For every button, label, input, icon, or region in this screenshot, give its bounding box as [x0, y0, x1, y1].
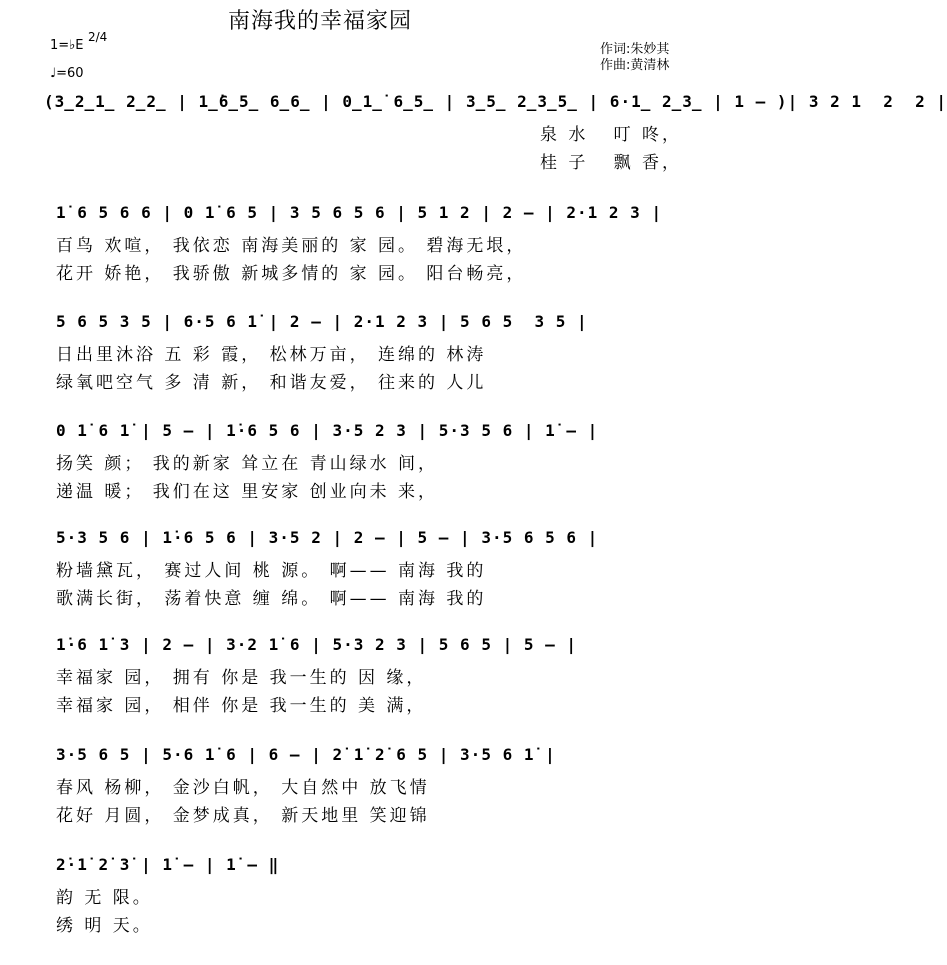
lyricist-credit: 作词:朱妙其 [600, 42, 670, 57]
lyric-verse-2: 花好 月圆， 金梦成真， 新天地里 笑迎锦 [56, 806, 430, 826]
song-title: 南海我的幸福家园 [228, 9, 413, 34]
melody-notation: 2̇·1̇ 2̇ 3̇ | 1̇ – | 1̇ – ‖ [56, 855, 280, 874]
melody-notation: 1̇·6 1̇ 3 | 2 – | 3·2 1̇ 6 | 5·3 2 3 | 5 6 5 | 5 – | [56, 635, 578, 654]
lyric-verse-1: 扬笑 颜； 我的新家 耸立在 青山绿水 间， [56, 454, 439, 474]
score-line [0, 635, 738, 745]
lyric-verse-2: 绿氧吧空气 多 清 新， 和谐友爱， 往来的 人儿 [56, 373, 487, 393]
melody-notation: 1̇ 6 5 6 6 | 0 1̇ 6 5 | 3 5 6 5 6 | 5 1 2 | 2 – | 2·1 2 3 | [56, 203, 663, 222]
lyric-verse-2: 花开 娇艳， 我骄傲 新城多情的 家 园。 阳台畅亮， [56, 264, 527, 284]
score-line [0, 92, 947, 202]
time-signature: 2/4 [88, 30, 108, 44]
lyric-verse-1: 韵 无 限。 [56, 888, 153, 908]
lyric-verse-2: 幸福家 园， 相伴 你是 我一生的 美 满， [56, 696, 427, 716]
melody-notation: 5·3 5 6 | 1̇·6 5 6 | 3·5 2 | 2 – | 5 – | 3·5 6 5 6 | [56, 528, 599, 547]
score-line [0, 203, 738, 313]
lyric-verse-1: 春风 杨柳， 金沙白帆， 大自然中 放飞情 [56, 778, 430, 798]
melody-notation: 0 1̇ 6 1̇ | 5 – | 1̇·6 5 6 | 3·5 2 3 | 5·3 5 6 | 1̇ – | [56, 421, 599, 440]
lyric-verse-2: 歌满长街， 荡着快意 缠 绵。 啊—— 南海 我的 [56, 589, 487, 609]
melody-notation: (3̲2̲1̲ 2̲2̲ | 1̲̇6̲5̲ 6̲6̲ | 0̲1̲̇ 6̲5̲ | 3̲5̲ 2̲3̲5̲ | 6·1̲ 2̲3̲ | 1 – )| 3 2 1 2 2 | [44, 92, 947, 111]
score-line [0, 312, 738, 422]
key-signature: 1=♭E [50, 38, 84, 53]
score-line [0, 745, 738, 855]
score-line [0, 528, 738, 638]
lyric-verse-2: 绣 明 天。 [56, 916, 153, 936]
lyric-verse-2: 桂 子 飘 香， [540, 153, 683, 173]
lyric-verse-2: 递温 暖； 我们在这 里安家 创业向未 来， [56, 482, 439, 502]
score-line [0, 421, 738, 531]
lyric-verse-1: 日出里沐浴 五 彩 霞， 松林万亩， 连绵的 林涛 [56, 345, 487, 365]
melody-notation: 5 6 5 3 5 | 6·5 6 1̇ | 2 – | 2·1 2 3 | 5 6 5 3 5 | [56, 312, 588, 331]
composer-credit: 作曲:黄清林 [600, 58, 670, 73]
lyric-verse-1: 百鸟 欢喧， 我依恋 南海美丽的 家 园。 碧海无垠， [56, 236, 527, 256]
score-line [0, 855, 738, 965]
melody-notation: 3·5 6 5 | 5·6 1̇ 6 | 6 – | 2̇ 1̇ 2̇ 6 5 | 3·5 6 1̇ | [56, 745, 556, 764]
tempo-marking: ♩=60 [50, 66, 84, 81]
lyric-verse-1: 粉墙黛瓦， 赛过人间 桃 源。 啊—— 南海 我的 [56, 561, 487, 581]
lyric-verse-1: 幸福家 园， 拥有 你是 我一生的 因 缘， [56, 668, 427, 688]
lyric-verse-1: 泉 水 叮 咚， [540, 125, 683, 145]
